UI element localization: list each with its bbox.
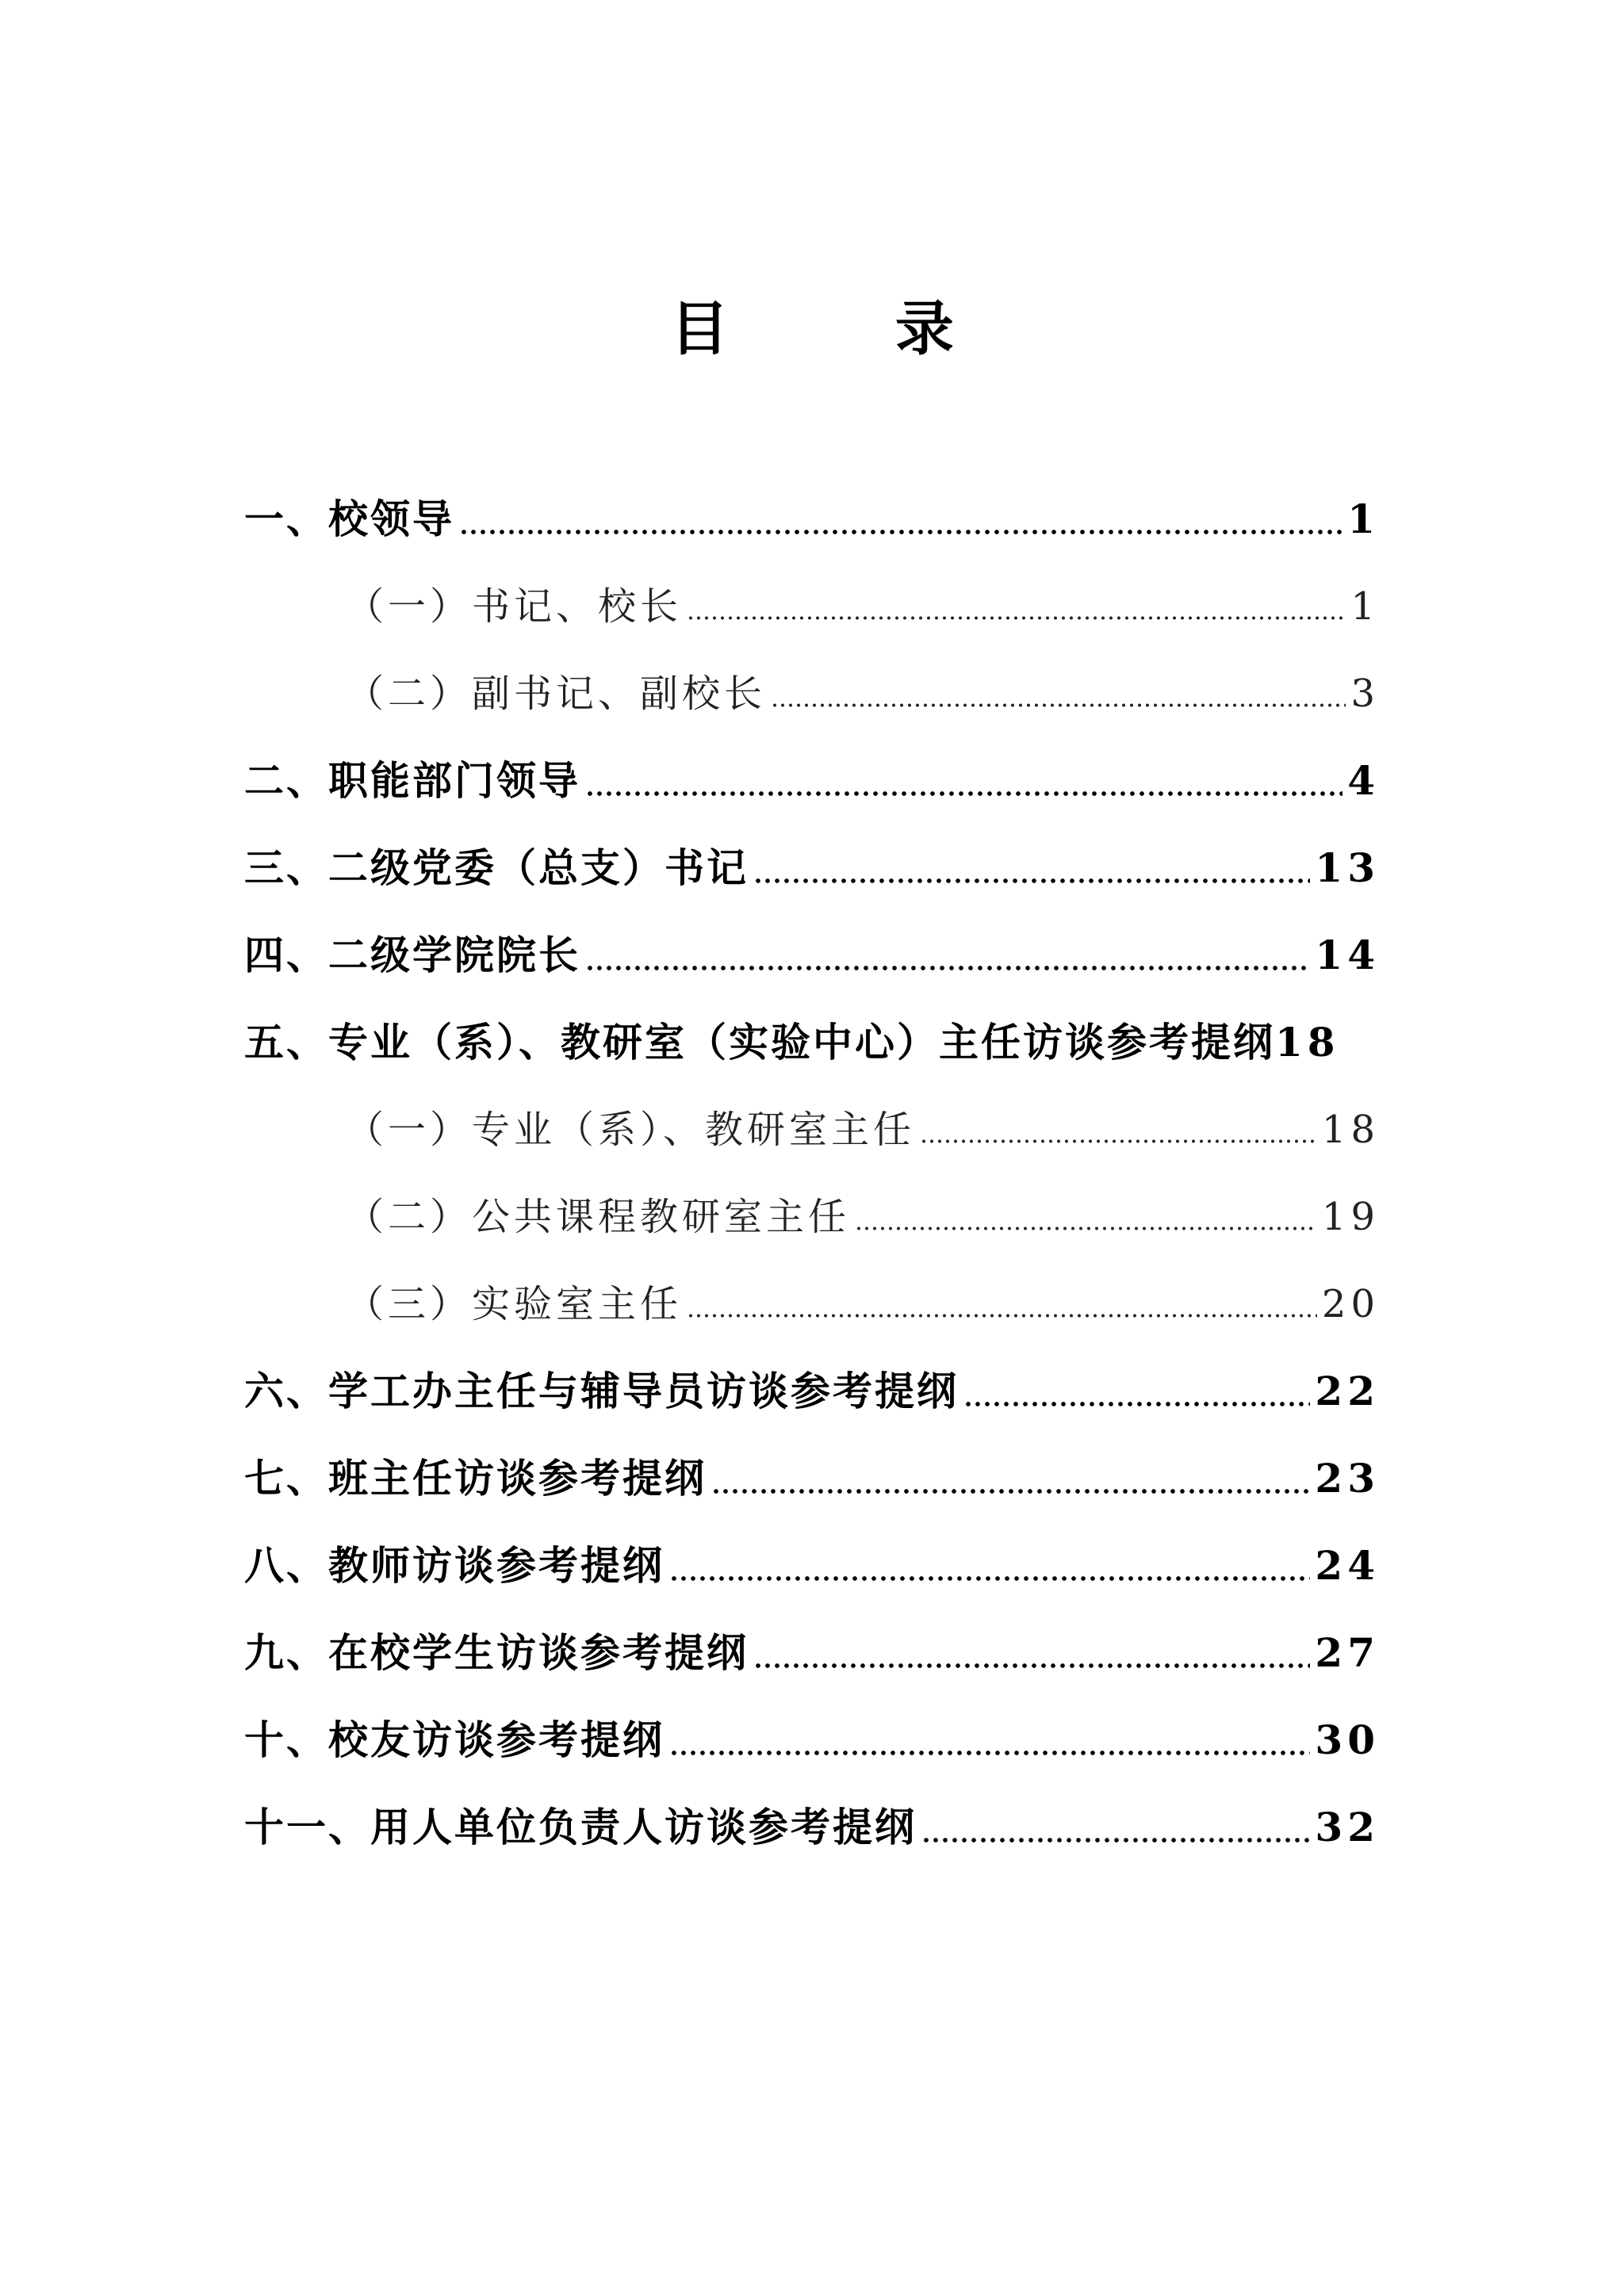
toc-entry-title: （二）公共课程教研室主任 xyxy=(346,1195,851,1239)
toc-page-number: 14 xyxy=(1315,932,1380,978)
toc-entry-title: （一）专业（系）、教研室主任 xyxy=(346,1108,916,1152)
toc-entry[interactable] xyxy=(244,1348,1380,1435)
toc-dot-leader xyxy=(921,1784,1310,1871)
toc-dot-leader xyxy=(771,650,1346,737)
toc-dot-leader xyxy=(711,1435,1310,1522)
toc-page-number: 30 xyxy=(1315,1716,1380,1763)
toc-page-number: 32 xyxy=(1315,1804,1380,1850)
toc-dot-leader xyxy=(669,1697,1310,1784)
toc-entry-title: 七、班主任访谈参考提纲 xyxy=(244,1455,707,1502)
toc-entry[interactable] xyxy=(244,1522,1380,1609)
toc-entry-title: 八、教师访谈参考提纲 xyxy=(244,1542,665,1589)
toc-dot-leader xyxy=(585,912,1310,999)
toc-dot-leader xyxy=(963,1348,1310,1435)
toc-entry-title: 三、二级党委（总支）书记 xyxy=(244,844,749,891)
page-title: 目 录 xyxy=(670,295,1027,363)
toc-entry[interactable] xyxy=(244,999,1380,1086)
toc-entry-title: 十一、用人单位负责人访谈参考提纲 xyxy=(244,1804,917,1850)
toc-dot-leader xyxy=(687,563,1346,650)
toc-entry-title: （二）副书记、副校长 xyxy=(346,672,767,716)
toc-entry-title: （三）实验室主任 xyxy=(346,1282,683,1326)
toc-entry[interactable] xyxy=(244,1697,1380,1784)
toc-entry[interactable] xyxy=(244,1086,1380,1173)
toc-page-number: 13 xyxy=(1315,844,1380,891)
toc-dot-leader xyxy=(585,737,1342,825)
toc-dot-leader xyxy=(753,1609,1310,1697)
toc-page-number: 19 xyxy=(1321,1195,1380,1239)
toc-entry[interactable] xyxy=(244,1261,1380,1348)
toc-dot-leader xyxy=(687,1261,1317,1348)
toc-entry-title: 九、在校学生访谈参考提纲 xyxy=(244,1629,749,1676)
toc-page-number: 23 xyxy=(1315,1455,1380,1502)
toc-entry-title: 一、校领导 xyxy=(244,496,454,542)
toc-entry-title: 六、学工办主任与辅导员访谈参考提纲 xyxy=(244,1368,959,1414)
toc-entry-title: 五、专业（系）、教研室（实验中心）主任访谈参考提纲 xyxy=(244,1019,1275,1066)
toc-entry[interactable] xyxy=(244,1609,1380,1697)
toc-page-number: 27 xyxy=(1315,1629,1380,1676)
table-of-contents xyxy=(244,476,1380,1871)
toc-page-number: 4 xyxy=(1347,757,1380,804)
toc-entry[interactable] xyxy=(244,737,1380,825)
toc-page-number: 18 xyxy=(1275,1019,1340,1066)
toc-entry[interactable] xyxy=(244,1435,1380,1522)
toc-entry[interactable] xyxy=(244,912,1380,999)
toc-entry-title: 十、校友访谈参考提纲 xyxy=(244,1716,665,1763)
toc-page-number: 20 xyxy=(1321,1282,1380,1326)
toc-entry[interactable] xyxy=(244,476,1380,563)
toc-page-number: 24 xyxy=(1315,1542,1380,1589)
toc-entry-title: 四、二级学院院长 xyxy=(244,932,580,978)
toc-page-number: 22 xyxy=(1315,1368,1380,1414)
toc-entry[interactable] xyxy=(244,1784,1380,1871)
toc-entry-title: 二、职能部门领导 xyxy=(244,757,580,804)
toc-entry[interactable] xyxy=(244,825,1380,912)
toc-entry-title: （一）书记、校长 xyxy=(346,584,683,629)
toc-page-number: 18 xyxy=(1321,1108,1380,1152)
toc-dot-leader xyxy=(753,825,1310,912)
toc-dot-leader xyxy=(459,476,1342,563)
toc-dot-leader xyxy=(669,1522,1310,1609)
toc-page-number: 1 xyxy=(1347,496,1380,542)
toc-dot-leader xyxy=(920,1086,1317,1173)
toc-entry[interactable] xyxy=(244,1173,1380,1261)
toc-page-number: 3 xyxy=(1350,672,1380,716)
toc-entry[interactable] xyxy=(244,563,1380,650)
toc-dot-leader xyxy=(855,1173,1317,1261)
toc-entry[interactable] xyxy=(244,650,1380,737)
toc-page-number: 1 xyxy=(1350,584,1380,629)
